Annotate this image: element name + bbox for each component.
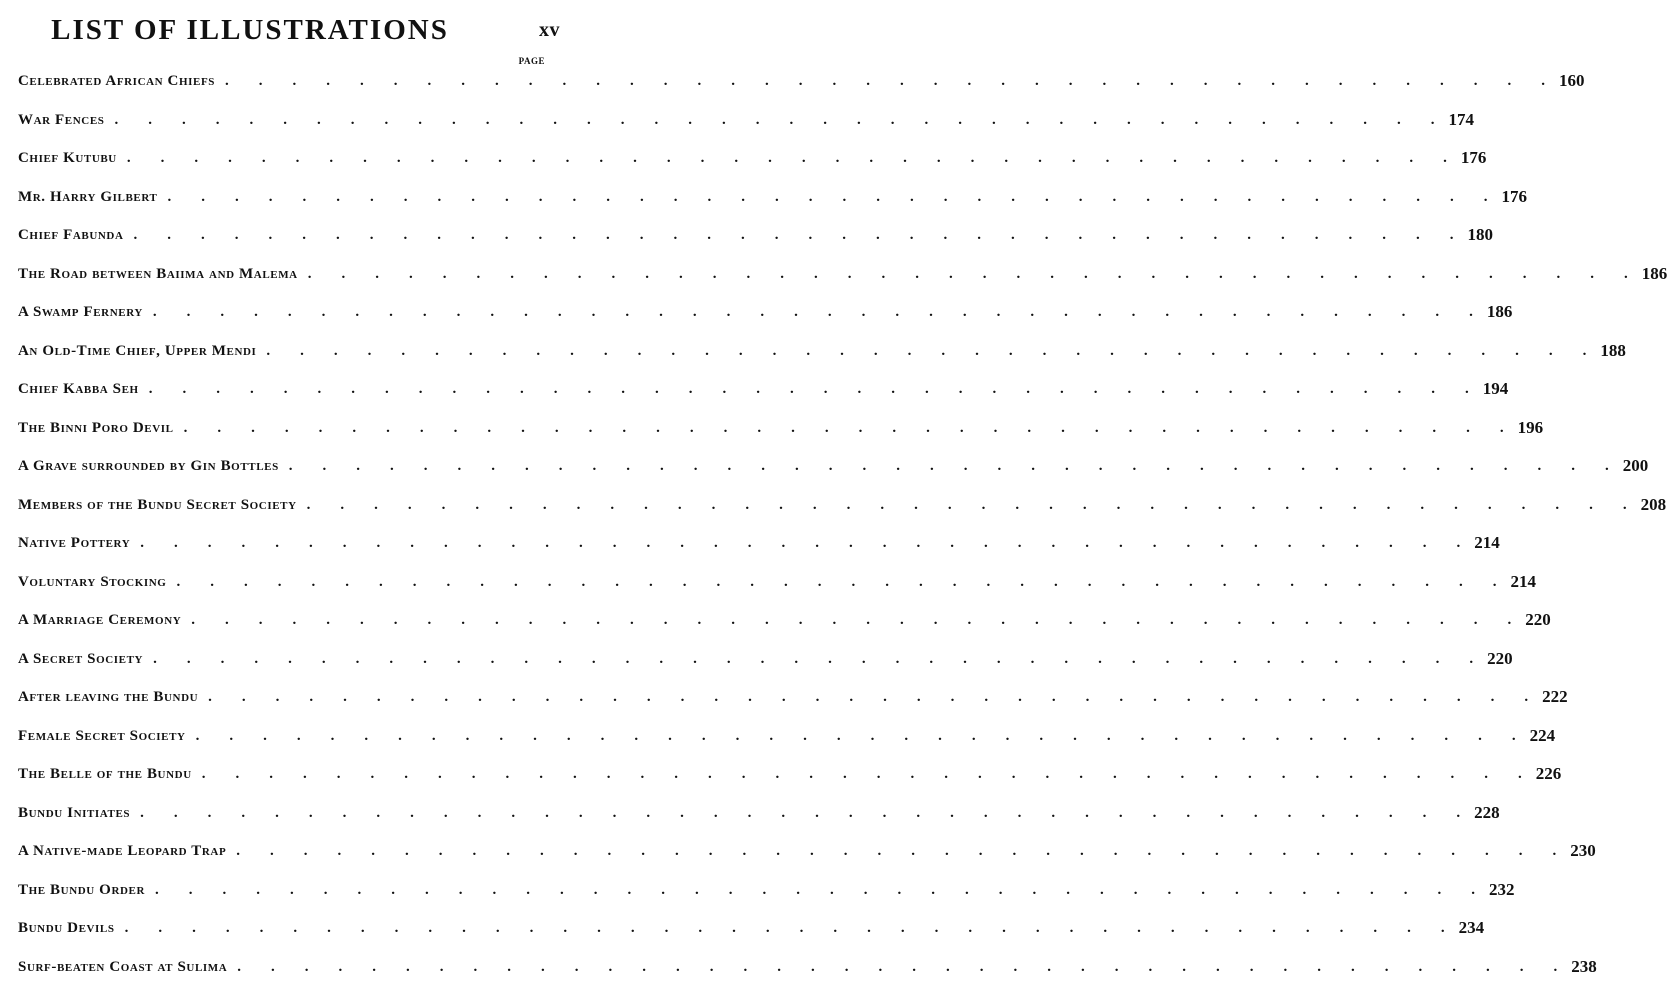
list-item [18, 216, 543, 255]
entry-page-number: 232 [1489, 880, 1515, 900]
page-column-label: PAGE [519, 56, 545, 66]
entry-page-number: 194 [1483, 379, 1509, 399]
entry-title: Bundu Devils [18, 918, 115, 938]
list-item [18, 563, 543, 602]
entry-page-number: 234 [1459, 918, 1485, 938]
dot-leaders: . . . . . . . . . . . . . . . . . . . . . . . . . . . . . . . . . . . . . . . . [153, 649, 1473, 669]
dot-leaders: . . . . . . . . . . . . . . . . . . . . . . . . . . . . . . . . . . . . . . . . [176, 572, 1496, 592]
entry-page-number: 222 [1542, 687, 1568, 707]
dot-leaders: . . . . . . . . . . . . . . . . . . . . . . . . . . . . . . . . . . . . . . . . [114, 110, 1434, 130]
entry-title: An Old-Time Chief, Upper Mendi [18, 341, 256, 361]
dot-leaders: . . . . . . . . . . . . . . . . . . . . . . . . . . . . . . . . . . . . . . . . [167, 187, 1487, 207]
list-item [18, 948, 543, 986]
list-item [18, 139, 543, 178]
list-item [18, 678, 543, 717]
entry-title: The Binni Poro Devil [18, 418, 174, 438]
dot-leaders: . . . . . . . . . . . . . . . . . . . . . . . . . . . . . . . . . . . . . . . . [236, 841, 1556, 861]
entry-page-number: 214 [1510, 572, 1536, 592]
list-item [18, 293, 543, 332]
entry-title: The Belle of the Bundu [18, 764, 192, 784]
entry-title: The Road between Baiima and Malema [18, 264, 298, 284]
dot-leaders: . . . . . . . . . . . . . . . . . . . . . . . . . . . . . . . . . . . . . . . . [140, 533, 1460, 553]
entry-title: Female Secret Society [18, 726, 186, 746]
list-item [18, 486, 543, 525]
page-folio: xv [539, 18, 560, 42]
entry-title: After leaving the Bundu [18, 687, 198, 707]
dot-leaders: . . . . . . . . . . . . . . . . . . . . . . . . . . . . . . . . . . . . . . . . [307, 495, 1627, 515]
list-item [18, 909, 543, 948]
entry-page-number: 230 [1570, 841, 1596, 861]
entry-title: A Secret Society [18, 649, 143, 669]
entry-title: A Grave surrounded by Gin Bottles [18, 456, 279, 476]
dot-leaders: . . . . . . . . . . . . . . . . . . . . . . . . . . . . . . . . . . . . . . . . [155, 880, 1475, 900]
entry-title: A Native-made Leopard Trap [18, 841, 226, 861]
entry-page-number: 196 [1518, 418, 1544, 438]
entry-page-number: 176 [1501, 187, 1527, 207]
entry-title: A Marriage Ceremony [18, 610, 181, 630]
entry-title: War Fences [18, 110, 104, 130]
dot-leaders: . . . . . . . . . . . . . . . . . . . . . . . . . . . . . . . . . . . . . . . . [237, 957, 1557, 977]
list-item [18, 178, 543, 217]
list-item [18, 832, 543, 871]
dot-leaders: . . . . . . . . . . . . . . . . . . . . . . . . . . . . . . . . . . . . . . . . [149, 379, 1469, 399]
entry-page-number: 220 [1487, 649, 1513, 669]
list-item [18, 871, 543, 910]
list-item [18, 409, 543, 448]
entry-page-number: 228 [1474, 803, 1500, 823]
book-page [0, 0, 580, 980]
entry-page-number: 176 [1461, 148, 1487, 168]
list-item [18, 717, 543, 756]
entry-title: Chief Kabba Seh [18, 379, 139, 399]
entry-page-number: 186 [1487, 302, 1513, 322]
entry-title: Celebrated African Chiefs [18, 71, 215, 91]
dot-leaders: . . . . . . . . . . . . . . . . . . . . . . . . . . . . . . . . . . . . . . . . [134, 225, 1454, 245]
entry-page-number: 238 [1571, 957, 1597, 977]
dot-leaders: . . . . . . . . . . . . . . . . . . . . . . . . . . . . . . . . . . . . . . . . [308, 264, 1628, 284]
entry-title: A Swamp Fernery [18, 302, 143, 322]
entry-page-number: 220 [1525, 610, 1551, 630]
entry-page-number: 200 [1623, 456, 1649, 476]
dot-leaders: . . . . . . . . . . . . . . . . . . . . . . . . . . . . . . . . . . . . . . . . [196, 726, 1516, 746]
entry-page-number: 214 [1474, 533, 1500, 553]
illustrations-list [18, 62, 543, 986]
dot-leaders: . . . . . . . . . . . . . . . . . . . . . . . . . . . . . . . . . . . . . . . . [266, 341, 1586, 361]
entry-page-number: 188 [1600, 341, 1626, 361]
list-item [18, 62, 543, 101]
entry-title: Chief Kutubu [18, 148, 117, 168]
dot-leaders: . . . . . . . . . . . . . . . . . . . . . . . . . . . . . . . . . . . . . . . . [127, 148, 1447, 168]
entry-page-number: 160 [1559, 71, 1585, 91]
dot-leaders: . . . . . . . . . . . . . . . . . . . . . . . . . . . . . . . . . . . . . . . . [125, 918, 1445, 938]
page-title: LIST OF ILLUSTRATIONS [0, 12, 500, 48]
dot-leaders: . . . . . . . . . . . . . . . . . . . . . . . . . . . . . . . . . . . . . . . . [289, 456, 1609, 476]
entry-page-number: 226 [1536, 764, 1562, 784]
dot-leaders: . . . . . . . . . . . . . . . . . . . . . . . . . . . . . . . . . . . . . . . . [191, 610, 1511, 630]
dot-leaders: . . . . . . . . . . . . . . . . . . . . . . . . . . . . . . . . . . . . . . . . [208, 687, 1528, 707]
list-item [18, 332, 543, 371]
entry-page-number: 224 [1530, 726, 1556, 746]
entry-page-number: 180 [1468, 225, 1494, 245]
dot-leaders: . . . . . . . . . . . . . . . . . . . . . . . . . . . . . . . . . . . . . . . . [202, 764, 1522, 784]
dot-leaders: . . . . . . . . . . . . . . . . . . . . . . . . . . . . . . . . . . . . . . . . [184, 418, 1504, 438]
entry-page-number: 174 [1448, 110, 1474, 130]
list-item [18, 640, 543, 679]
dot-leaders: . . . . . . . . . . . . . . . . . . . . . . . . . . . . . . . . . . . . . . . . [225, 71, 1545, 91]
entry-title: The Bundu Order [18, 880, 145, 900]
entry-page-number: 186 [1642, 264, 1667, 284]
entry-title: Voluntary Stocking [18, 572, 166, 592]
entry-title: Surf-beaten Coast at Sulima [18, 957, 227, 977]
list-item [18, 101, 543, 140]
entry-title: Bundu Initiates [18, 803, 130, 823]
dot-leaders: . . . . . . . . . . . . . . . . . . . . . . . . . . . . . . . . . . . . . . . . [153, 302, 1473, 322]
list-item [18, 447, 543, 486]
list-item [18, 601, 543, 640]
list-item [18, 794, 543, 833]
page-header [0, 12, 580, 48]
list-item [18, 524, 543, 563]
entry-title: Native Pottery [18, 533, 130, 553]
entry-title: Mr. Harry Gilbert [18, 187, 157, 207]
entry-title: Members of the Bundu Secret Society [18, 495, 297, 515]
list-item [18, 755, 543, 794]
dot-leaders: . . . . . . . . . . . . . . . . . . . . . . . . . . . . . . . . . . . . . . . . [140, 803, 1460, 823]
list-item [18, 255, 543, 294]
entry-title: Chief Fabunda [18, 225, 124, 245]
entry-page-number: 208 [1641, 495, 1667, 515]
list-item [18, 370, 543, 409]
